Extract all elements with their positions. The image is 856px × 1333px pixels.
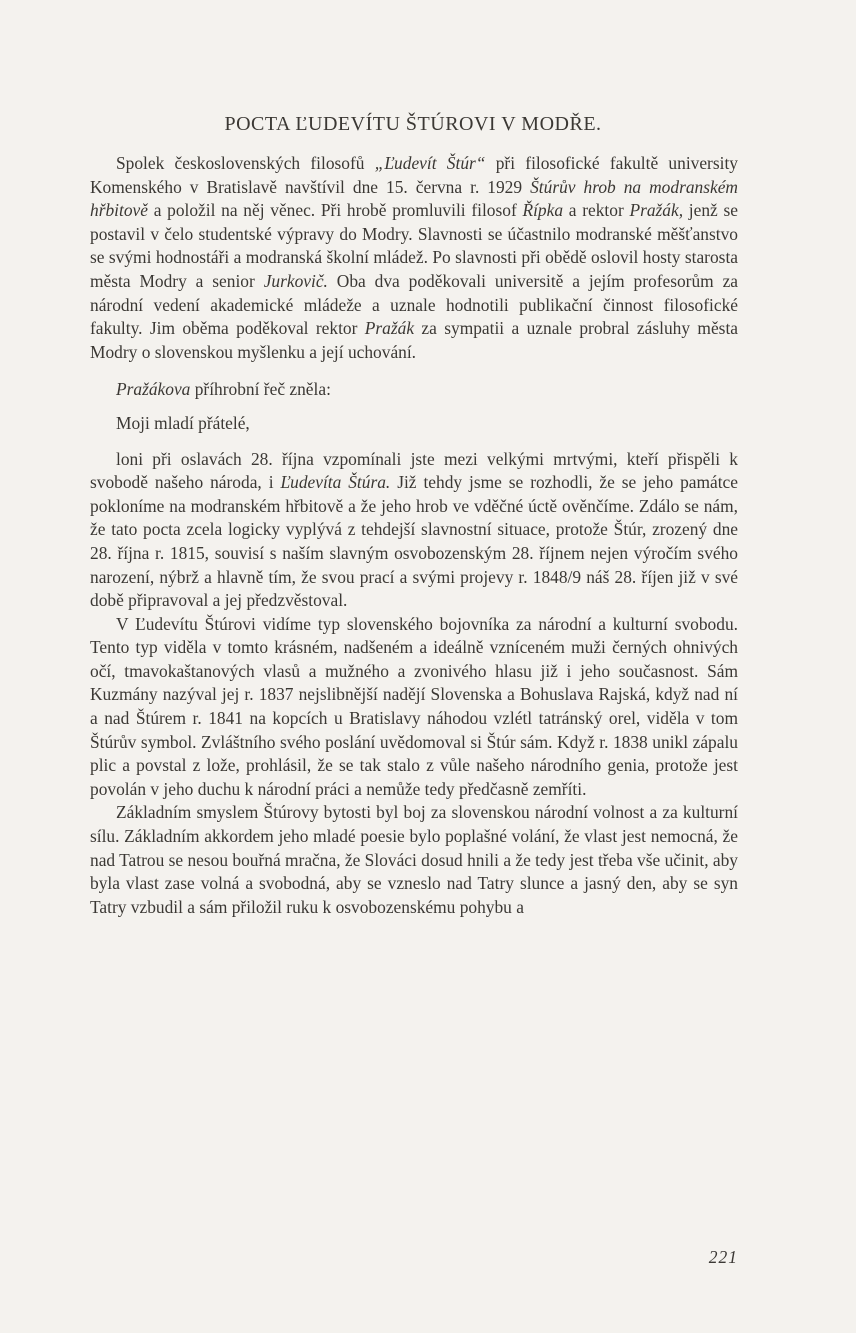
text-run: jenž se postavil v čelo studentské výpravy do Modry. Slavnosti se účastnilo modranské měšťanstvo se svými hodnostáři a modranská školní mládež. Po slavnosti při obědě oslovil hosty starosta města Modry a senior: [90, 200, 738, 291]
text-run: Již tehdy jsme se rozhodli, že se jeho památce pokloníme na modranském hřbitově a že jeho hrob ve vděčné úctě ověnčíme. Zdálo se nám, že tato pocta zcela logicky vyplývá z tehdejší slavnostní situace, protože Štúr, zrozený dne 28. října r. 1815, souvisí s naším slavným osvobozenským 28. říjnem nejen výročím svého narození, nýbrž a hlavně tím, že svou prací a svými projevy r. 1848/9 náš 28. říjen již v své době připravoval a jej předzvěstoval.: [90, 472, 738, 611]
italic-text-run: Pražák: [364, 318, 415, 339]
italic-text-run: „Ľudevít Štúr“: [374, 153, 486, 173]
article-title: POCTA ĽUDEVÍTU ŠTÚROVI V MODŘE.: [224, 113, 602, 135]
paragraph-intro: [90, 152, 738, 364]
text-run: příhrobní řeč zněla:: [190, 379, 331, 400]
paragraph-salutation: [90, 412, 738, 436]
text-run: a položil na něj věnec. Při hrobě promluvili filosof: [147, 200, 523, 221]
text-run: a rektor: [563, 200, 630, 221]
italic-text-run: Pražák,: [629, 200, 684, 221]
text-run: za sympatii a uznale probral zásluhy města Modry o slovenskou myšlenku a její uchování.: [90, 318, 738, 362]
paragraph-speech-1: [90, 448, 738, 613]
paragraph-speech-3: [90, 801, 738, 919]
text-run: Oba dva poděkovali universitě a jejím profesorům za národní vedení akademické mládeže a uznale hodnotili publikační činnost filosofické fakulty. Jim oběma poděkoval rektor: [90, 270, 739, 339]
text-run: Základním smyslem Štúrovy bytosti byl boj za slovenskou národní volnost a za kulturní sílu. Základním akkordem jeho mladé poesie bylo poplašné volání, že vlast jest nemocná, že nad Tatrou se nesou bouřná mračna, že Slováci dosud hnili a že tedy jest třeba vše učinit, aby byla vlast zase volná a svobodná, aby se vzneslo nad Tatry slunce a jasný den, aby se syn Tatry vzbudil a sám přiložil ruku k osvobozenskému pohybu a: [90, 802, 738, 917]
italic-text-run: Pražákova: [116, 379, 191, 400]
paragraph-speech-2: [90, 613, 738, 802]
italic-text-run: Jurkovič.: [263, 270, 328, 291]
article-body: [90, 152, 738, 919]
text-run: Moji mladí přátelé,: [116, 412, 250, 433]
text-run: při filosofické fakultě university Komenského v Bratislavě navštívil dne 15. června r. 1929: [90, 153, 738, 197]
text-run: loni při oslavách 28. října vzpomínali jste mezi velkými mrtvými, kteří přispěli k svobodě našeho národa, i: [90, 448, 738, 493]
text-run: Spolek československých filosofů: [116, 153, 375, 173]
italic-text-run: Řípka: [522, 200, 564, 221]
text-run: V Ľudevítu Štúrovi vidíme typ slovenského bojovníka za národní a kulturní svobodu. Tento typ viděla v tomto krásném, nadšeném a ideálně vzníceném muži černých ohnivých očí, tmavokaštanových vlasů a mužného a zvonivého hlasu již i jeho současnost. Sám Kuzmány nazýval jej r. 1837 nejslibnější nadějí Slovenska a Bohuslava Rajská, když nad ní a nad Štúrem r. 1841 na kopcích u Bratislavy náhodou vzlétl tatránský orel, viděla v tom Štúrův symbol. Zvláštního svého poslání uvědomoval si Štúr sám. Když r. 1838 unikl zápalu plic a povstal z lože, prohlásil, že se tak stalo z vůle našeho národního genia, protože jest povolán v jeho duchu k národní práci a nemůže tedy předčasně zemříti.: [90, 613, 738, 799]
page-number: 221: [708, 1247, 738, 1267]
italic-text-run: Ľudevíta Štúra.: [280, 472, 391, 493]
paragraph-speech-intro: [90, 378, 738, 402]
italic-text-run: Štúrův hrob na modranském hřbitově: [90, 176, 738, 221]
